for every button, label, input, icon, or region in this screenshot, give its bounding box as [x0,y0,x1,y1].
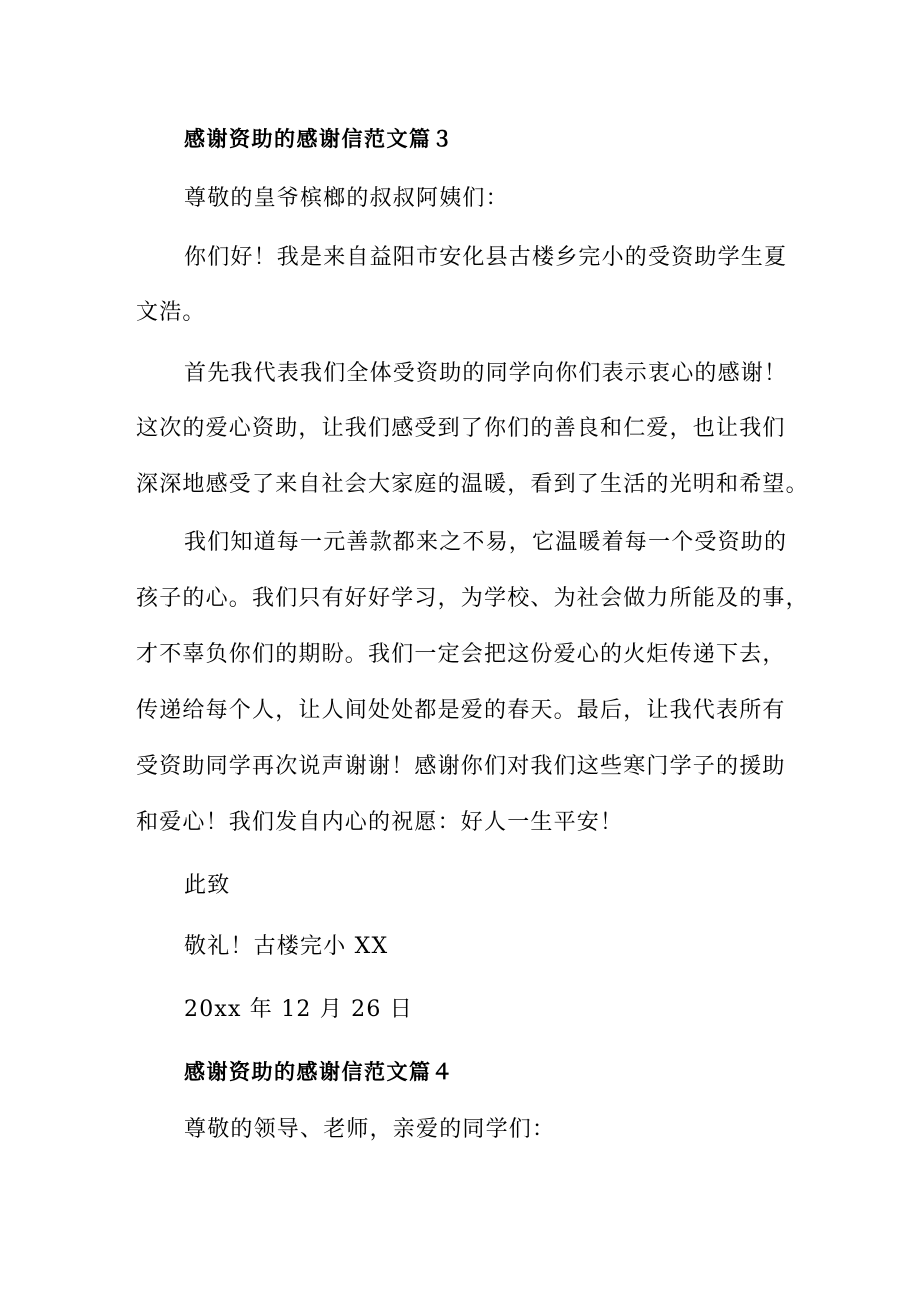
paragraph-2-line-1: 首先我代表我们全体受资助的同学向你们表示衷心的感谢！ [184,361,788,386]
paragraph-1-line-1: 你们好！我是来自益阳市安化县古楼乡完小的受资助学生夏 [184,245,788,270]
section-4-salutation: 尊敬的领导、老师，亲爱的同学们： [184,1117,556,1142]
paragraph-2-line-3: 深深地感受了来自社会大家庭的温暖，看到了生活的光明和希望。 [136,472,809,497]
paragraph-3-line-6: 和爱心！我们发自内心的祝愿：好人一生平安！ [136,810,624,835]
paragraph-3-line-2: 孩子的心。我们只有好好学习，为学校、为社会做力所能及的事， [136,586,809,611]
closing-greeting: 此致 [184,873,231,898]
section-4-heading: 感谢资助的感谢信范文篇４ [184,1060,454,1084]
paragraph-3-line-1: 我们知道每一元善款都来之不易，它温暖着每一个受资助的 [184,530,788,555]
paragraph-1-line-2: 文浩。 [136,300,206,325]
closing-signature: 敬礼！古楼完小 XX [184,934,389,959]
section-3-heading: 感谢资助的感谢信范文篇３ [184,127,454,151]
section-3-salutation: 尊敬的皇爷槟榔的叔叔阿姨们： [184,186,509,211]
paragraph-3-line-3: 才不辜负你们的期盼。我们一定会把这份爱心的火炬传递下去， [136,642,786,667]
paragraph-3-line-5: 受资助同学再次说声谢谢！感谢你们对我们这些寒门学子的援助 [136,754,786,779]
paragraph-3-line-4: 传递给每个人，让人间处处都是爱的春天。最后，让我代表所有 [136,698,786,723]
paragraph-2-line-2: 这次的爱心资助，让我们感受到了你们的善良和仁爱，也让我们 [136,416,786,441]
letter-date: 20xx 年 12 月 26 日 [184,997,413,1022]
